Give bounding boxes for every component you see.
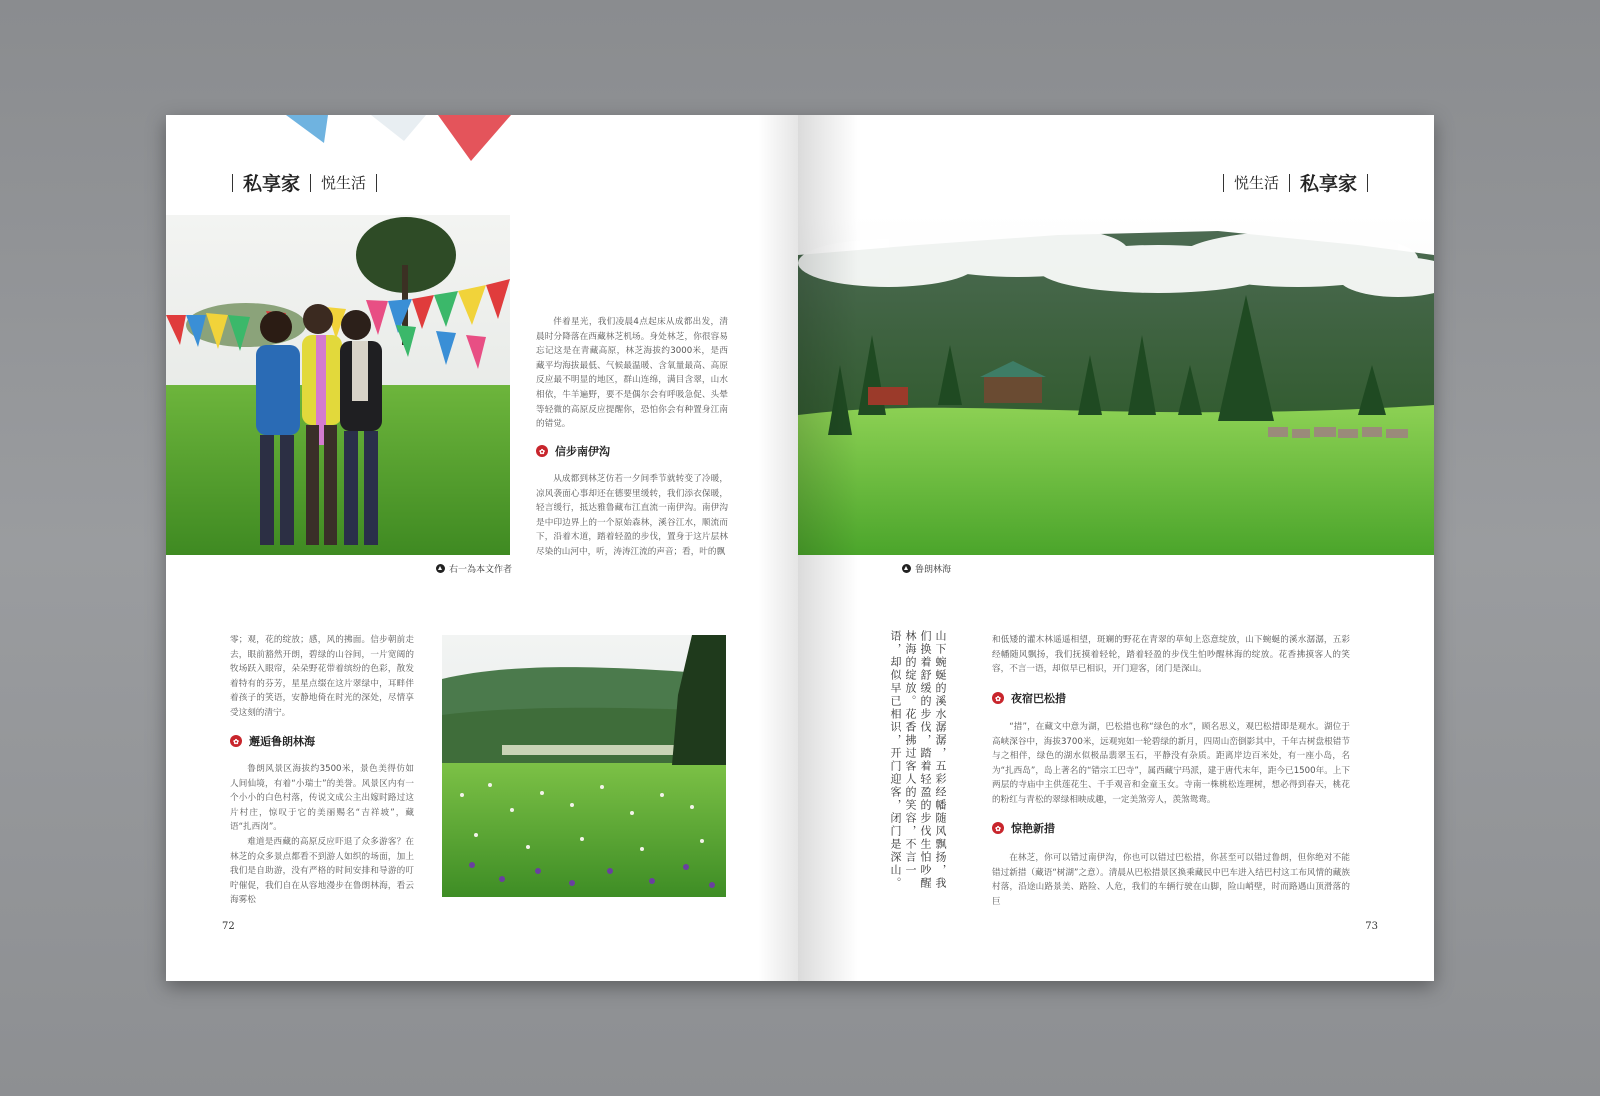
xincuo-paragraph: 在林芝，你可以错过南伊沟，你也可以错过巴松措，你甚至可以错过鲁朗，但你绝对不能错过新措（藏语“树湖”之意）。清晨从巴松措景区换乘藏民中巴车进入结巴村这工布风情的藏族村落，沿途山路景美、路险、人危，我们的车辆行驶在山脚，险山峭壁，时而路遇山顶滑落的巨 xyxy=(992,853,1350,907)
right-page xyxy=(798,115,1434,981)
red-seal-icon: ✿ xyxy=(536,445,548,457)
forest-valley-photo-image xyxy=(798,215,1434,555)
forest-valley-photo xyxy=(798,215,1434,555)
lulang-paragraph: 鲁朗风景区海拔约3500米，景色美得仿如人间仙境，有着“小瑞士”的美誉。风景区内有一个小小的白色村落，传说文成公主出嫁时路过这片村庄，惊叹于它的美丽赐名“吉祥坡”，藏语“扎西岗”。 难道是西藏的高原反应吓退了众多游客？在林芝的众多景点都看不到游人如织的场面，加上我们是自助游，没有严格的时间安排和导游的叮咛催促，我们自在从容地漫步在鲁朗林海，看云海雾松 xyxy=(230,764,414,906)
prayer-flags-graphic xyxy=(286,115,516,163)
photo-caption-forest: 鲁朗林海 xyxy=(902,562,951,575)
travelers-photo xyxy=(166,215,510,555)
camera-marker-icon xyxy=(436,564,445,573)
section-heading-basongcuo: ✿ 夜宿巴松措 xyxy=(992,690,1066,706)
camera-marker-icon xyxy=(902,564,911,573)
page-number-right: 73 xyxy=(1365,921,1378,932)
section-heading-lulang: ✿ 邂逅鲁朗林海 xyxy=(230,733,315,749)
right-header xyxy=(1213,169,1378,196)
red-seal-icon: ✿ xyxy=(992,692,1004,704)
travelers-photo-image xyxy=(166,215,510,555)
page-number-left: 72 xyxy=(222,921,235,932)
basongcuo-paragraph: “措”，在藏文中意为湖，巴松措也称“绿色的水”，顾名思义，观巴松措即是观水。湖位于高峡深谷中，海拔3700米，远观宛如一轮碧绿的新月，四周山峦倒影其中，千年古树盘根错节与之相伴，绿色的湖水似极品翡翠玉石，平静没有杂质。距离岸边百米处，有一座小岛，名为“扎西岛”，岛上著名的“错宗工巴寺”，属西藏宁玛派，建于唐代末年，距今已1500年。上下两层的寺庙中主供莲花生、千手观音和金童玉女。寺南一株桃松连理树，想必得到春天，桃花的粉红与青松的翠绿相映成趣，一定美煞旁人，羡煞鸳鸯。 xyxy=(992,722,1350,805)
section-heading-xincuo: ✿ 惊艳新措 xyxy=(992,820,1055,836)
continued-paragraph: 零；观，花的绽放；感，风的拂面。信步朝前走去，眼前豁然开朗，碧绿的山谷间，一片宽阔的牧场跃入眼帘，朵朵野花带着缤纷的色彩，散发着特有的芬芳，星星点缀在这片翠绿中，耳畔伴着孩子的笑语，安静地倚在时光的深处，尽情享受这刻的清宁。 xyxy=(230,635,414,718)
intro-paragraph: 伴着星光，我们凌晨4点起床从成都出发，清晨时分降落在西藏林芝机场。身处林芝，你很容易忘记这是在青藏高原，林芝海拔约3000米，是西藏平均海拔最低、气候最温暖、含氧量最高、高原反应最不明显的地区，群山连绵，满目含翠，山水相依，牛羊遍野，要不是偶尔会有呼吸急促、头晕等轻微的高原反应提醒你，恐怕你会有种置身江南的错觉。 xyxy=(536,317,728,430)
magazine-spread xyxy=(166,115,1434,981)
flower-sea-photo-image xyxy=(442,635,726,897)
left-page xyxy=(166,115,798,981)
left-header xyxy=(222,169,387,196)
right-intro-paragraph: 和低矮的灌木林遥遥相望，斑斓的野花在青翠的草甸上恣意绽放，山下蜿蜒的溪水潺潺，五彩经幡随风飘扬，我们抚摸着轻轮，踏着轻盈的步伐生怕吵醒林海的绽放。花香拂摸客人的笑容，不言一语，却似早已相识，开门迎客，闭门是深山。 xyxy=(992,635,1350,675)
red-seal-icon: ✿ xyxy=(992,822,1004,834)
section-label: 悦生活 xyxy=(321,174,367,192)
red-seal-icon: ✿ xyxy=(230,735,242,747)
nanyigou-paragraph: 从成都到林芝仿若一夕间季节就转变了冷暖，凉风袭面心事却还在德要里缓转，我们添衣保暖，轻言缓行，抵达雅鲁藏布江直流一南伊沟。南伊沟是中印边界上的一个原始森林，溪谷江水，顺流而下，沿着木道，踏着轻盈的步伐，置身于这片层林尽染的山河中，听，涛涛江流的声音；看，叶的飘 xyxy=(536,474,728,557)
flower-sea-photo xyxy=(442,635,726,897)
section-label: 悦生活 xyxy=(1233,174,1279,192)
magazine-brand: 私享家 xyxy=(1299,173,1357,195)
magazine-brand: 私享家 xyxy=(243,173,301,195)
section-heading-nanyigou: ✿ 信步南伊沟 xyxy=(536,443,610,459)
vertical-pull-quote: 山下蜿蜒的溪水潺潺，五彩经幡随风飘扬，我们换着舒缓的步伐，踏着轻盈的步伐生怕吵醒林海的绽放。花香拂过客人的笑容，不言一语，却似早已相识，开门迎客，闭门是深山。 xyxy=(889,630,947,890)
photo-caption-travelers: 右一為本文作者 xyxy=(436,562,512,575)
